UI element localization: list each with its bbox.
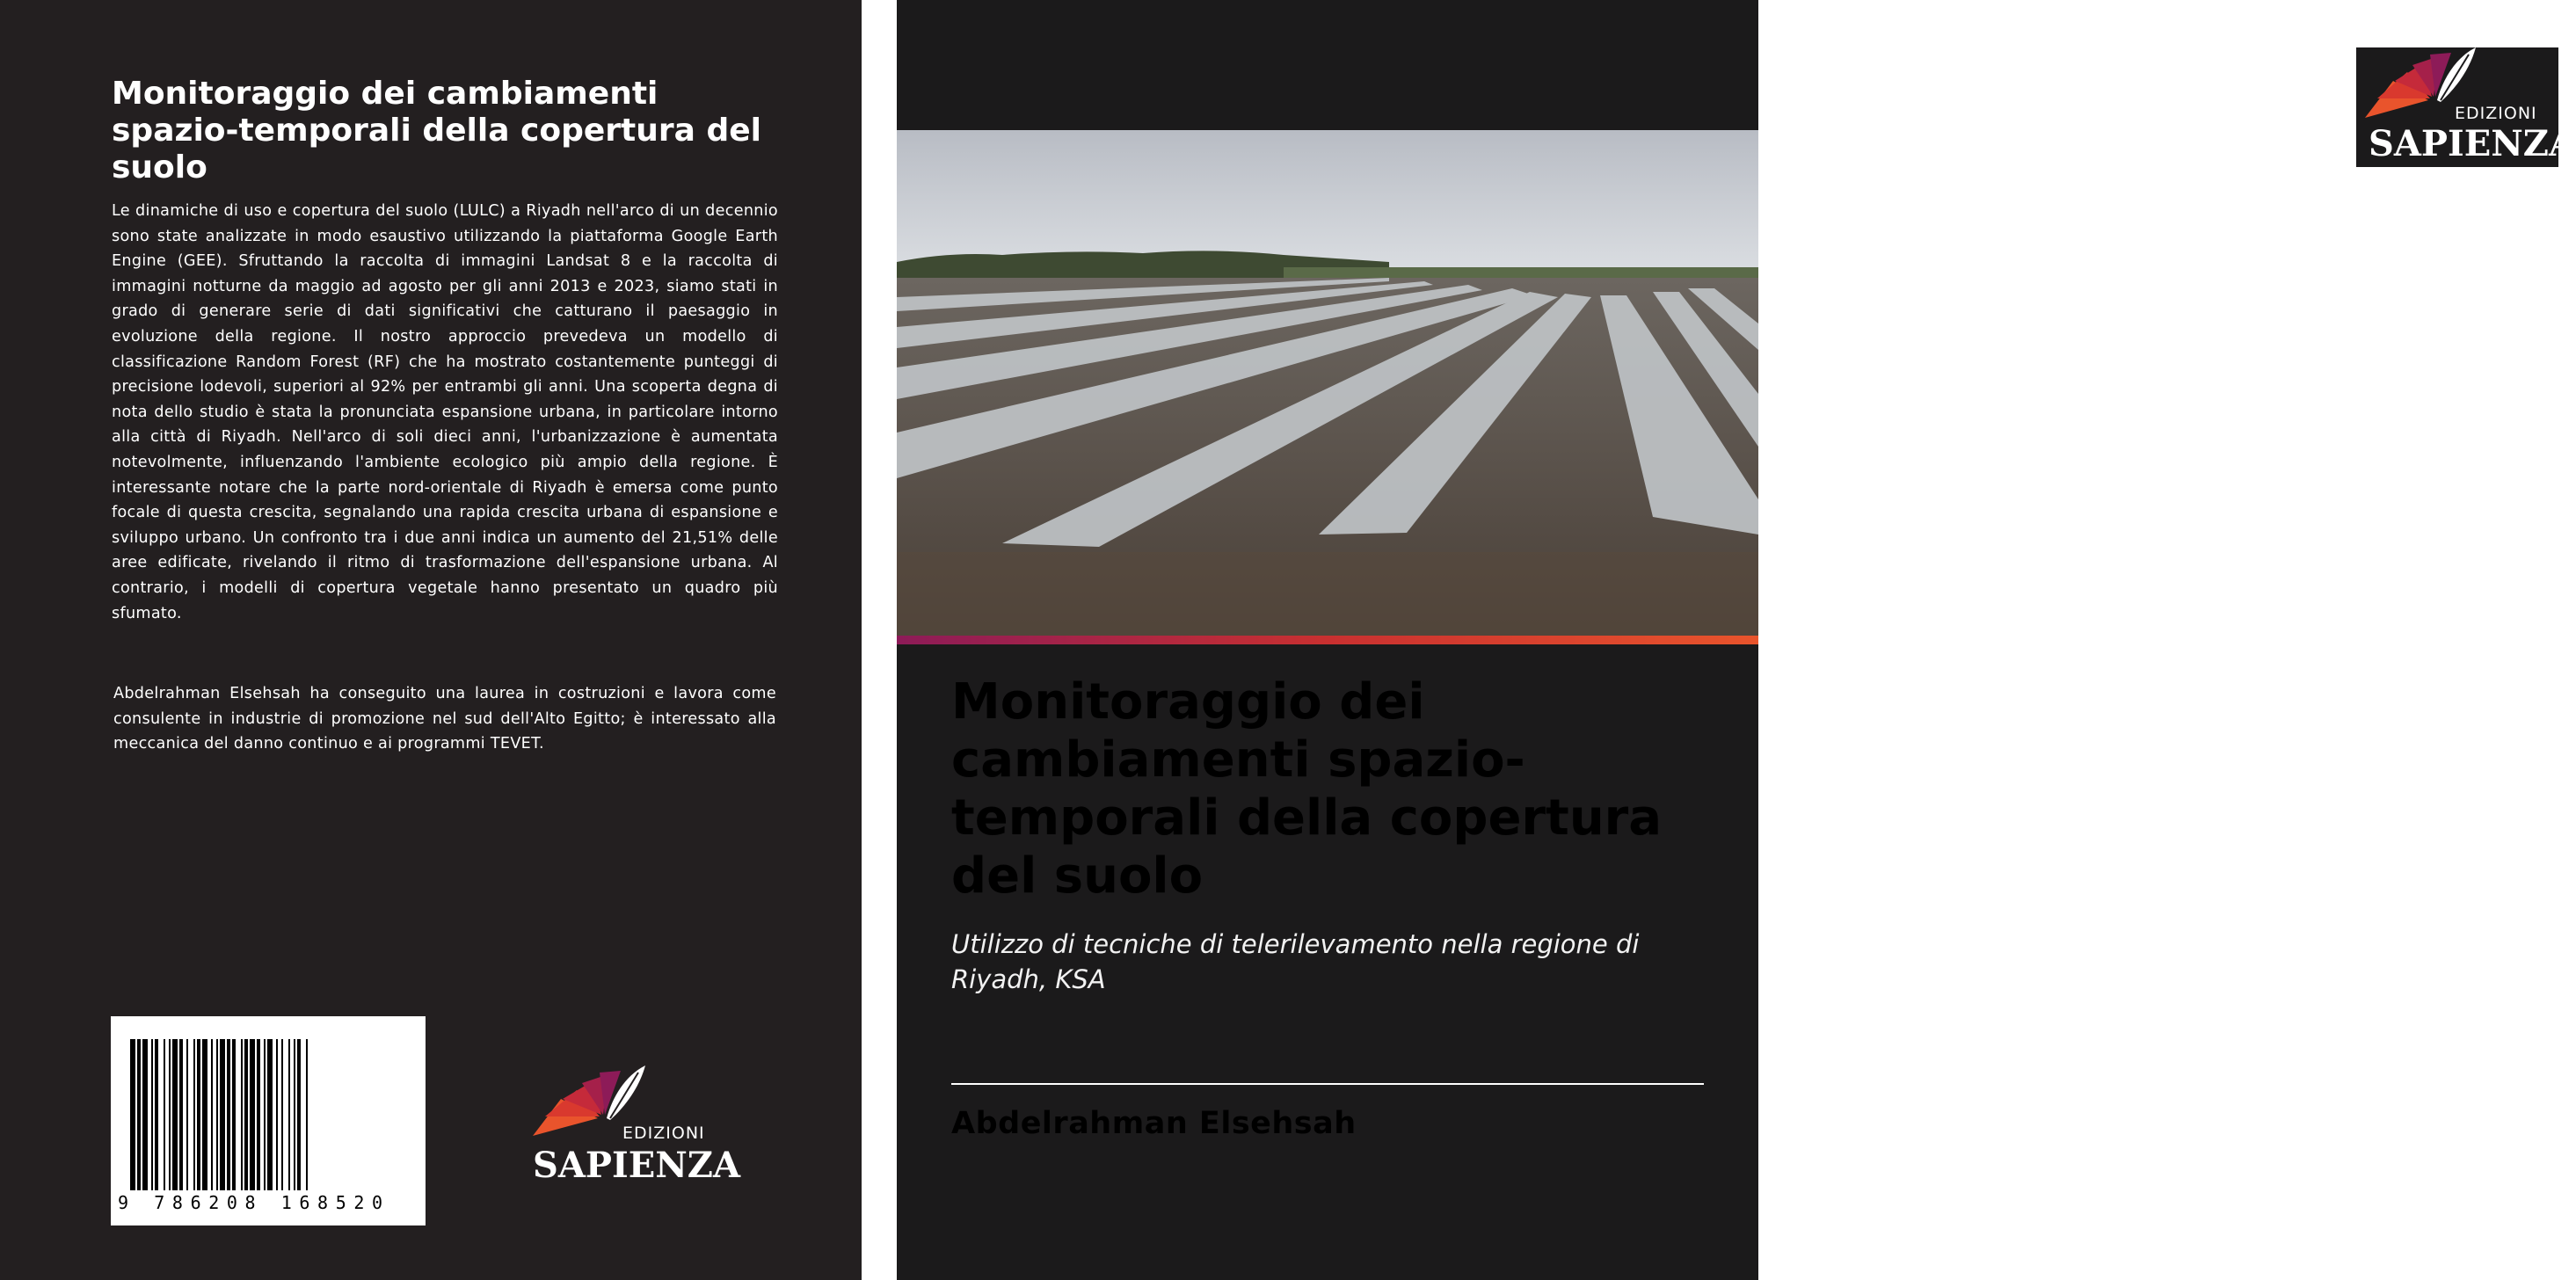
front-cover-author: Abdelrahman Elsehsah [951, 1106, 1357, 1141]
accent-stripe [897, 636, 1758, 644]
barcode-bar [297, 1039, 301, 1190]
barcode-bar [232, 1039, 236, 1190]
publisher-logo-back [526, 1064, 740, 1196]
publisher-logo-front [2356, 47, 2576, 167]
barcode-bar [155, 1039, 158, 1190]
author-bio: Abdelrahman Elsehsah ha conseguito una laurea in costruzioni e lavora come consulente in industrie di promozione nel sud dell'Alto Egitto; è interessato alla meccanica del danno continuo e ai programmi TEVET. [113, 685, 776, 753]
barcode-bar [264, 1039, 266, 1190]
publisher-edizioni: EDIZIONI [2455, 104, 2537, 123]
barcode-bar [202, 1039, 207, 1190]
barcode-bar [211, 1039, 213, 1190]
back-cover-abstract: Le dinamiche di uso e copertura del suolo (LULC) a Riyadh nell'arco di un decennio sono state analizzate in modo esaustivo utilizzando la piattaforma Google Earth Engine (GEE). Sfruttando la raccolta di immagini Landsat 8 e la raccolta di immagini notturne da maggio ad agosto per gli anni 2013 e 2023, siamo stati in grado di generare serie di dati significativi che catturano il paesaggio in evoluzione della regione. Il nostro approccio prevedeva un modello di classificazione Random Forest (RF) che ha mostrato costantemente punteggi di precisione lodevoli, superiori al 92% per entrambi gli anni. Una scoperta degna di nota dello studio è stata la pronunciata espansione urbana, in particolare intorno alla città di Riyadh. Nell'arco di soli dieci anni, l'urbanizzazione è aumentata notevolmente, influenzando l'ambiente ecologico più ampio della regione. È interessante notare che la parte nord-orientale di Riyadh è emersa come punto focale di questa crescita, segnalando una rapida crescita urbana di espansione e sviluppo urbano. Un confronto tra i due anni indica un aumento del 21,51% delle aree edificate, rivelando il ritmo di trasformazione dell'espansione urbana. Al contrario, i modelli di copertura vegetale hanno presentato un quadro più sfumato. [112, 202, 778, 622]
back-cover [0, 0, 862, 1280]
barcode-bar [164, 1039, 165, 1190]
isbn-barcode [111, 1016, 426, 1225]
barcode-bar [137, 1039, 141, 1190]
barcode-bar [257, 1039, 260, 1190]
publisher-name: SAPIENZA [533, 1145, 740, 1186]
isbn-digits: 9 786208 168520 [118, 1192, 390, 1213]
barcode-bar [276, 1039, 278, 1190]
barcode-bar [179, 1039, 183, 1190]
publisher-name: SAPIENZA [2369, 123, 2576, 164]
barcode-bar [169, 1039, 171, 1190]
barcode-bar [267, 1039, 273, 1190]
barcode-bar [142, 1039, 148, 1190]
barcode-bar [244, 1039, 248, 1190]
divider [951, 1083, 1704, 1085]
barcode-bar [193, 1039, 195, 1190]
barcode-bar [288, 1039, 290, 1190]
publisher-edizioni: EDIZIONI [622, 1124, 705, 1143]
barcode-bar [294, 1039, 295, 1190]
back-cover-title: Monitoraggio dei cambiamenti spazio-temporali della copertura del suolo [112, 76, 762, 185]
barcode-bar [172, 1039, 178, 1190]
front-cover-title: Monitoraggio dei cambiamenti spazio-temporali della copertura del suolo [951, 673, 1663, 905]
barcode-bar [197, 1039, 200, 1190]
barcode-bar [250, 1039, 255, 1190]
barcode-bar [151, 1039, 153, 1190]
barcode-bar [220, 1039, 225, 1190]
front-cover-subtitle: Utilizzo di tecniche di telerilevamento nella regione di Riyadh, KSA [951, 929, 1640, 994]
barcode-bar [216, 1039, 218, 1190]
barcode-bar [227, 1039, 230, 1190]
barcode-bar [186, 1039, 188, 1190]
barcode-bar [241, 1039, 243, 1190]
barcode-bar [281, 1039, 283, 1190]
cover-photo-field [897, 130, 1758, 636]
barcode-bar [306, 1039, 308, 1190]
barcode-bar [130, 1039, 135, 1190]
